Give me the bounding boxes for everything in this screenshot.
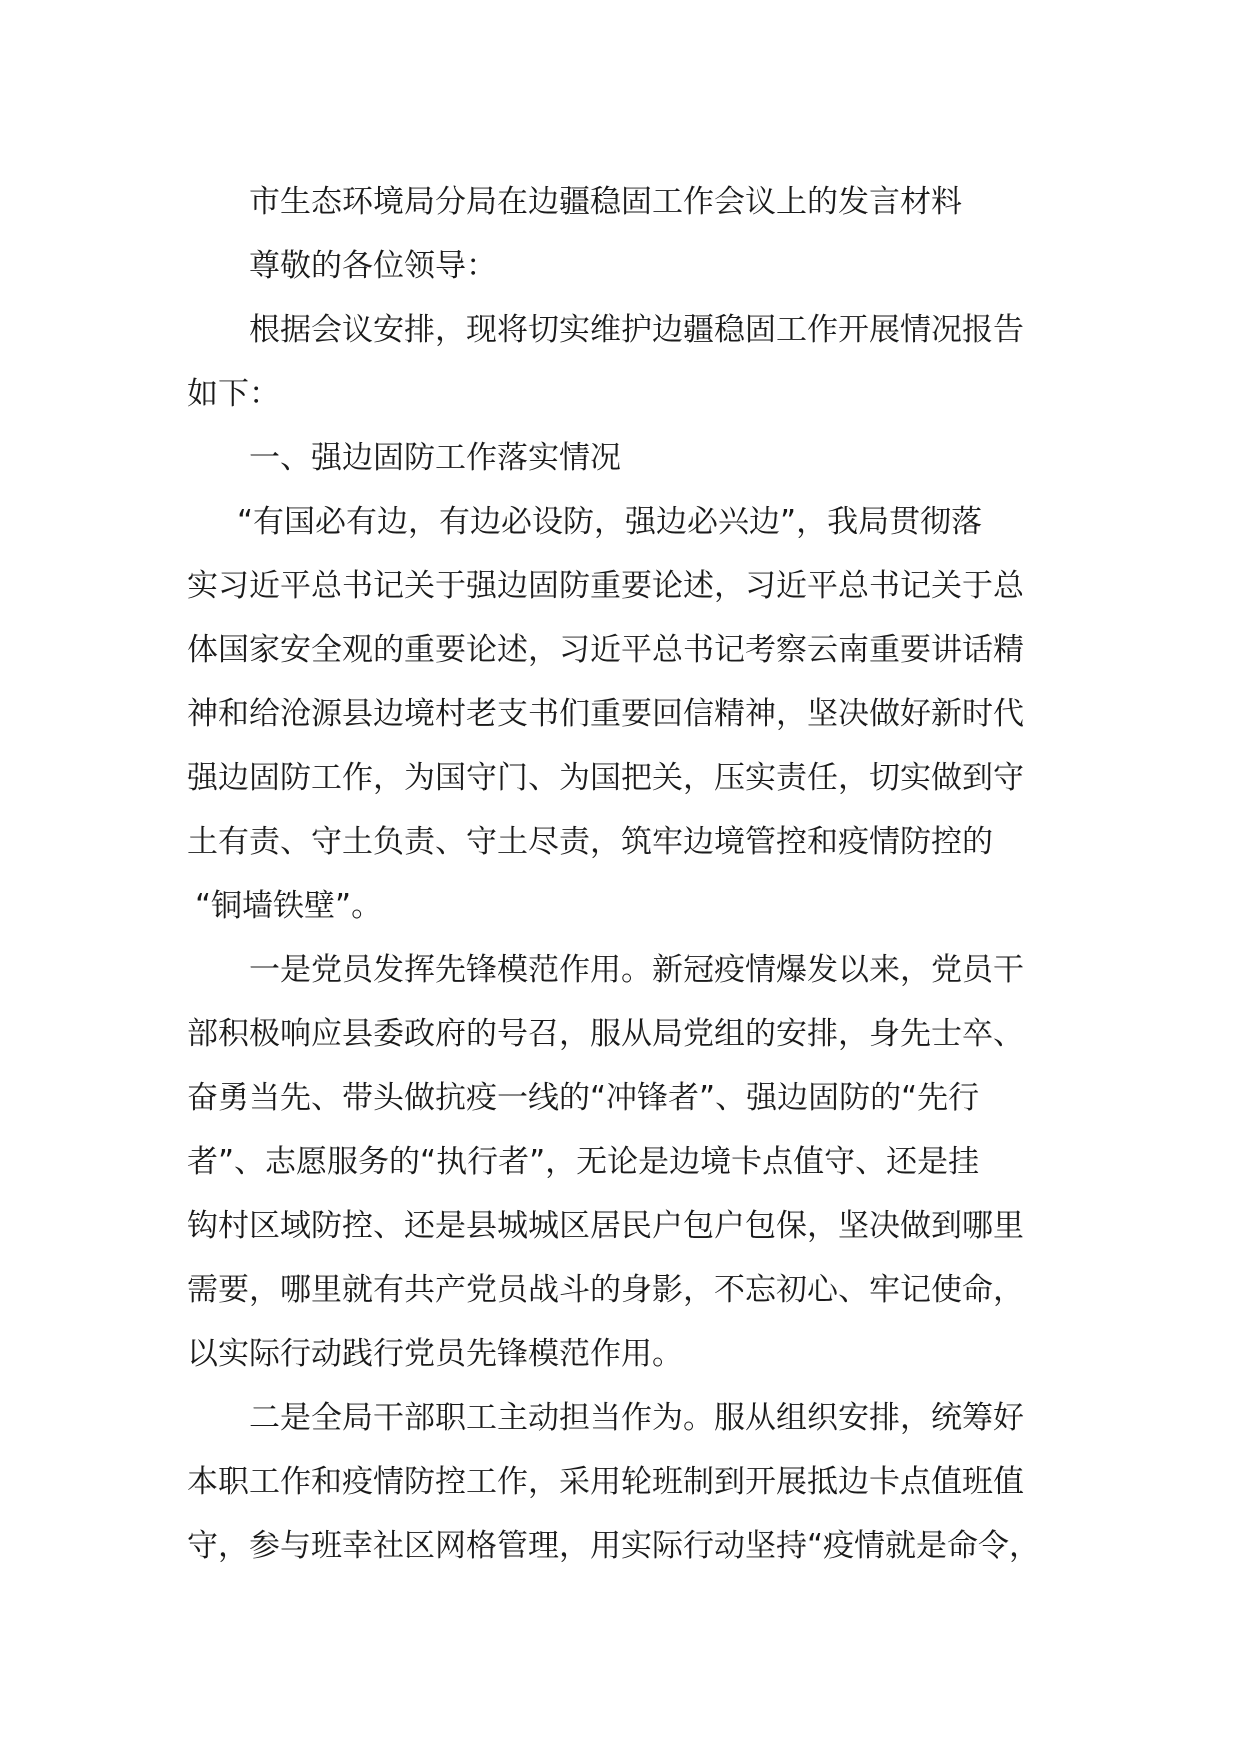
text-line: 本职工作和疫情防控工作，采用轮班制到开展抵边卡点值班值 xyxy=(187,1464,1024,1500)
document-body xyxy=(187,170,1067,1578)
text-line: 奋勇当先、带头做抗疫一线的“冲锋者”、强边固防的“先行 xyxy=(187,1080,980,1116)
text-line: 体国家安全观的重要论述，习近平总书记考察云南重要讲话精 xyxy=(187,632,1024,668)
text-line: 者”、志愿服务的“执行者”，无论是边境卡点值守、还是挂 xyxy=(187,1144,980,1180)
text-line: 强边固防工作，为国守门、为国把关，压实责任，切实做到守 xyxy=(187,760,1024,796)
text-line: 根据会议安排，现将切实维护边疆稳固工作开展情况报告 xyxy=(249,312,1024,348)
text-line: 需要，哪里就有共产党员战斗的身影，不忘初心、牢记使命， xyxy=(187,1272,1024,1308)
section-heading: 一、强边固防工作落实情况 xyxy=(249,440,621,476)
text-line: 实习近平总书记关于强边固防重要论述，习近平总书记关于总 xyxy=(187,568,1024,604)
text-line: 神和给沧源县边境村老支书们重要回信精神，坚决做好新时代 xyxy=(187,696,1024,732)
text-line: 土有责、守土负责、守土尽责，筑牢边境管控和疫情防控的 xyxy=(187,824,993,860)
salutation: 尊敬的各位领导： xyxy=(249,248,497,284)
text-line: 一是党员发挥先锋模范作用。新冠疫情爆发以来，党员干 xyxy=(249,952,1024,988)
text-line: 二是全局干部职工主动担当作为。服从组织安排，统筹好 xyxy=(249,1400,1024,1436)
text-line: “有国必有边，有边必设防，强边必兴边”，我局贯彻落 xyxy=(237,504,983,540)
text-line: 钩村区域防控、还是县城城区居民户包户包保，坚决做到哪里 xyxy=(187,1208,1024,1244)
text-line: 守，参与班幸社区网格管理，用实际行动坚持“疫情就是命令， xyxy=(187,1528,1041,1564)
text-line: 以实际行动践行党员先锋模范作用。 xyxy=(187,1336,683,1372)
text-line: “铜墙铁壁”。 xyxy=(195,888,383,924)
text-line: 如下： xyxy=(187,376,280,412)
document-title: 市生态环境局分局在边疆稳固工作会议上的发言材料 xyxy=(249,184,962,220)
text-line: 部积极响应县委政府的号召，服从局党组的安排，身先士卒、 xyxy=(187,1016,1024,1052)
